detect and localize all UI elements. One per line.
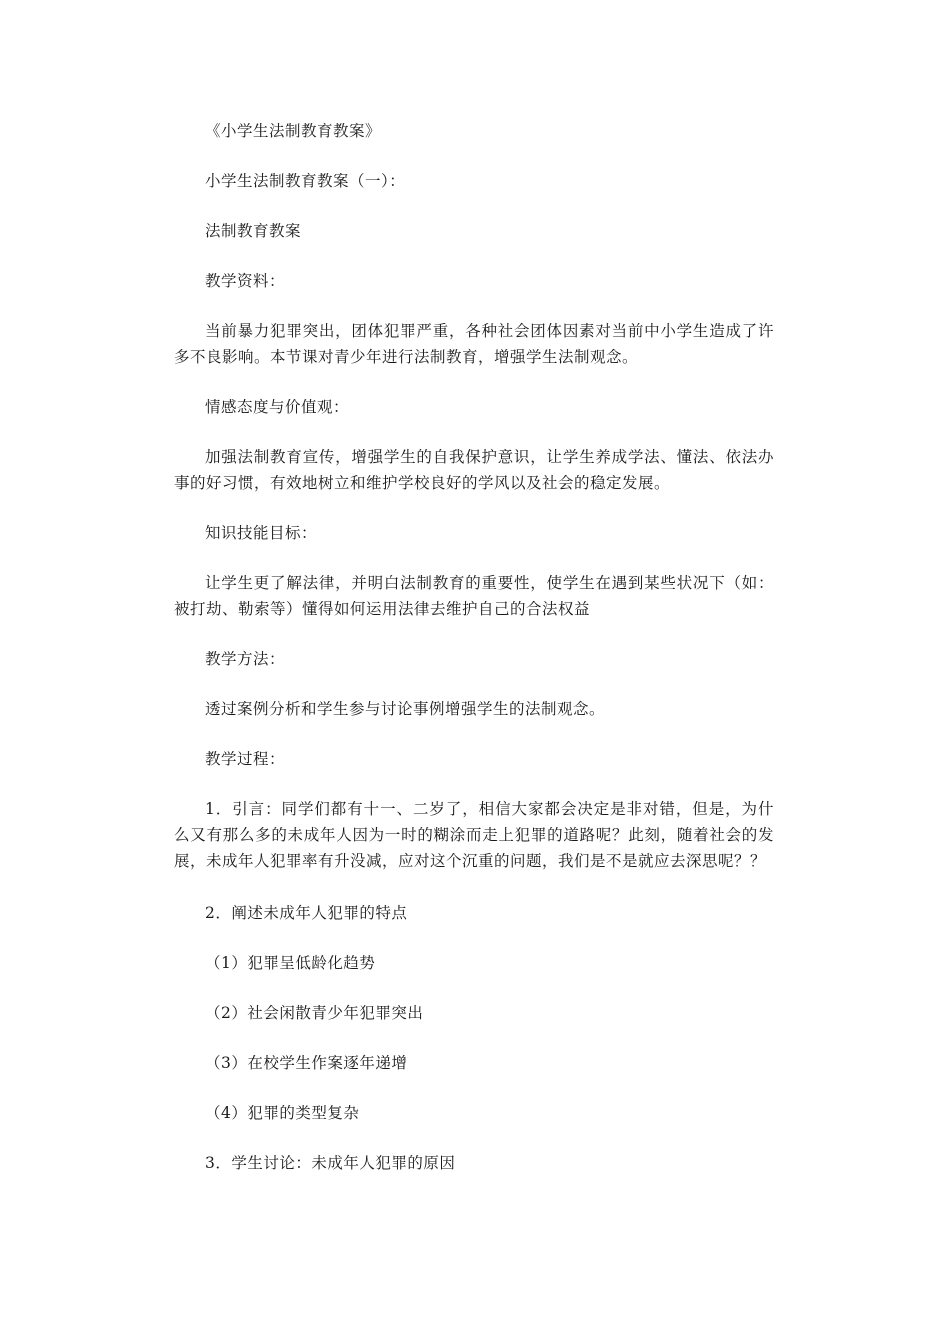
process-heading: 教学过程： — [205, 750, 286, 768]
list-item: （1）犯罪呈低龄化趋势 — [205, 954, 376, 972]
teaching-materials-heading: 教学资料： — [205, 272, 286, 290]
list-item: （2）社会闲散青少年犯罪突出 — [205, 1004, 424, 1022]
list-item: （4）犯罪的类型复杂 — [205, 1104, 360, 1122]
skills-paragraph: 让学生更了解法律，并明白法制教育的重要性，使学生在遇到某些状况下（如：被打劫、勒索等）懂得如何运用法律去维护自己的合法权益 — [174, 574, 774, 618]
values-paragraph: 加强法制教育宣传，增强学生的自我保护意识，让学生养成学法、懂法、依法办事的好习惯，有效地树立和维护学校良好的学风以及社会的稳定发展。 — [174, 448, 774, 492]
process-step-1: 1．引言：同学们都有十一、二岁了，相信大家都会决定是非对错，但是，为什么又有那么多的未成年人因为一时的糊涂而走上犯罪的道路呢？此刻，随着社会的发展，未成年人犯罪率有升没减，应对这个沉重的问题，我们是不是就应去深思呢？？ — [174, 800, 774, 870]
method-paragraph: 透过案例分析和学生参与讨论事例增强学生的法制观念。 — [205, 700, 606, 718]
section-heading: 小学生法制教育教案（一）： — [205, 172, 406, 190]
method-heading: 教学方法： — [205, 650, 286, 668]
skills-heading: 知识技能目标： — [205, 524, 318, 542]
teaching-materials-paragraph: 当前暴力犯罪突出，团体犯罪严重，各种社会团体因素对当前中小学生造成了许多不良影响。本节课对青少年进行法制教育，增强学生法制观念。 — [174, 322, 774, 366]
values-heading: 情感态度与价值观： — [205, 398, 350, 416]
subsection-heading: 法制教育教案 — [205, 222, 302, 240]
process-step-3: 3．学生讨论：未成年人犯罪的原因 — [205, 1154, 456, 1172]
process-step-2: 2．阐述未成年人犯罪的特点 — [205, 904, 408, 922]
document-title: 《小学生法制教育教案》 — [205, 122, 382, 140]
list-item: （3）在校学生作案逐年递增 — [205, 1054, 408, 1072]
document-body — [174, 118, 774, 1176]
